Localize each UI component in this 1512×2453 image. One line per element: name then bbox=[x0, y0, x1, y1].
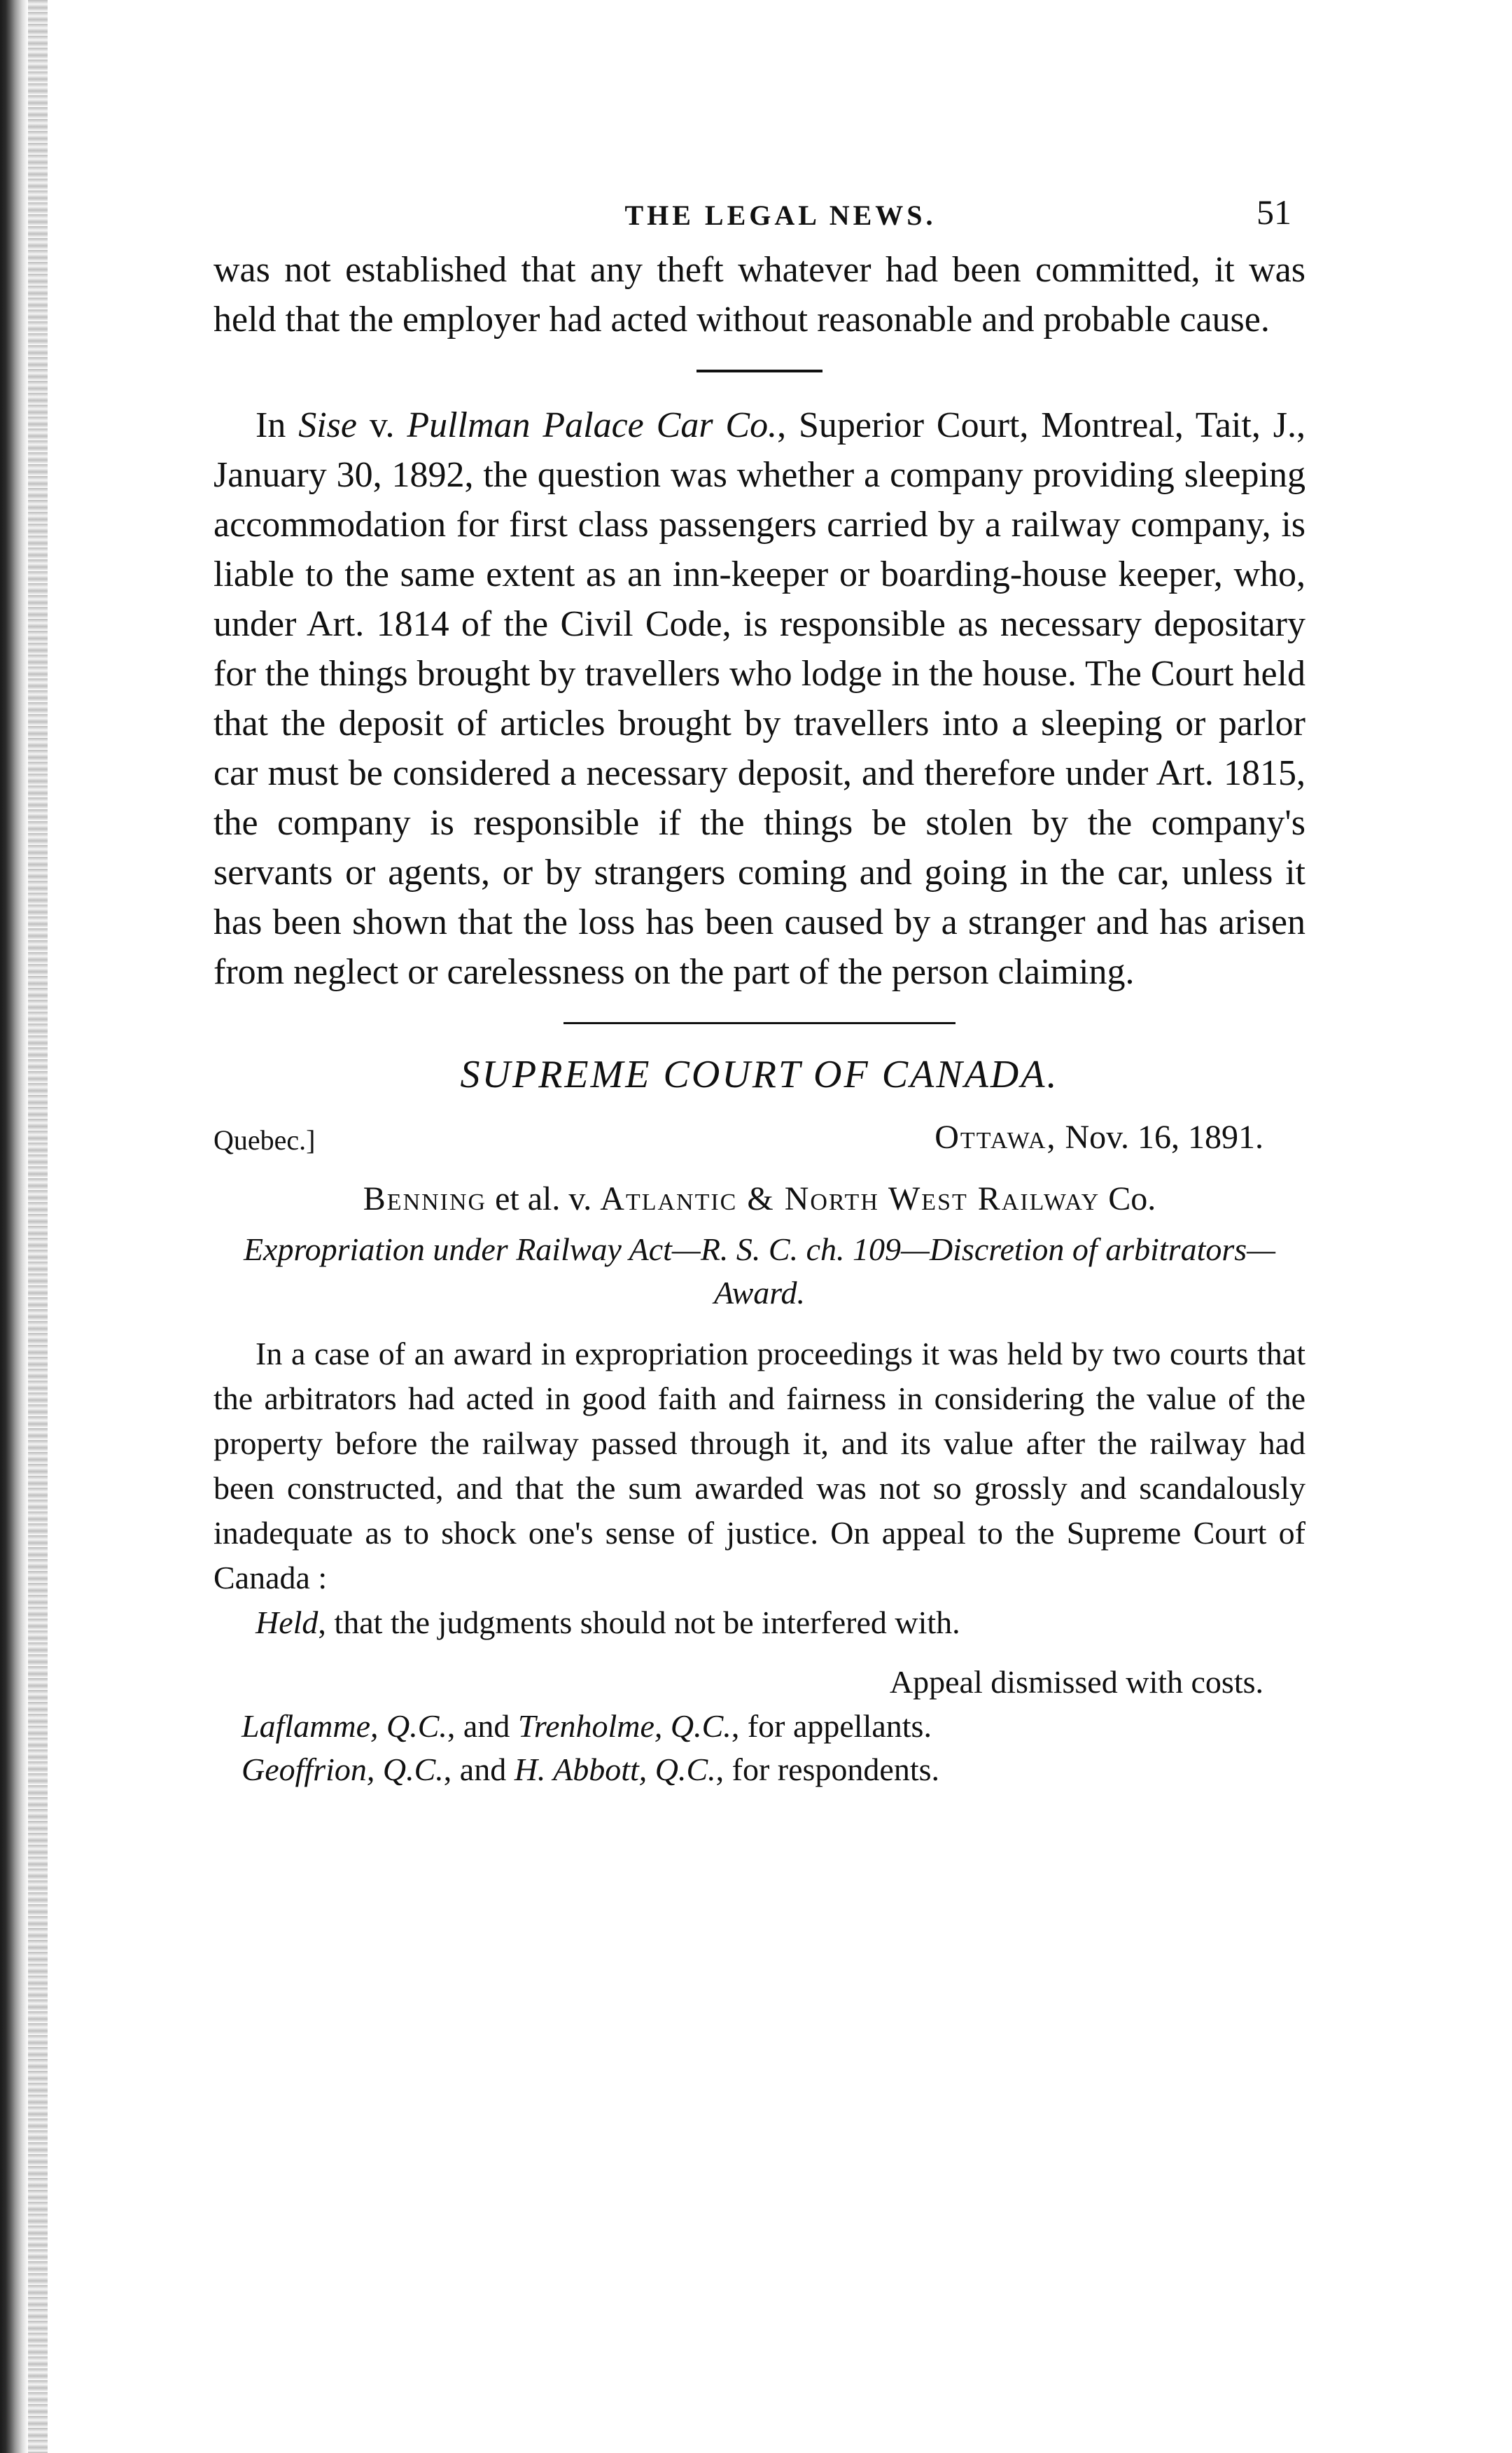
decision-date: Nov. 16, 1891. bbox=[1056, 1119, 1264, 1156]
venue-date bbox=[934, 1118, 1264, 1156]
counsel-role-appellants: , for appellants. bbox=[731, 1708, 932, 1744]
paragraph-body: , Superior Court, Montreal, Tait, J., January 30, 1892, the question was whether a company providing sleeping accommodation for first class passengers carried by a railway company, is liable to the same extent as an inn-keeper or boarding-house keeper, who, under Art. 1814 of the Civil Code, is responsible as necessary depositary for the things brought by travellers who lodge in the house. The Court held that the deposit of articles brought by travellers into a sleeping or parlor car must be considered a necessary deposit, and therefore under Art. 1815, the company is responsible if the things be stolen by the company's servants or agents, or by strangers coming and going in the car, unless it has been shown that the loss has been caused by a stranger and has arisen from neglect or carelessness on the part of the person claiming. bbox=[214, 405, 1306, 992]
paragraph-lead: In bbox=[255, 405, 299, 445]
counsel-laflamme: Laflamme, Q.C. bbox=[241, 1708, 447, 1744]
book-spine-shadow bbox=[0, 0, 28, 2453]
held-word: Held bbox=[255, 1605, 318, 1640]
case-party-pullman: Pullman Palace Car Co. bbox=[407, 405, 778, 445]
section-divider-short bbox=[696, 370, 822, 372]
court-heading: SUPREME COURT OF CANADA. bbox=[460, 1053, 1059, 1096]
counsel-geoffrion: Geoffrion, Q.C. bbox=[241, 1752, 444, 1787]
counsel-and: , and bbox=[447, 1708, 518, 1744]
holding-text: , that the judgments should not be interfered with. bbox=[318, 1605, 960, 1640]
venue-city: Ottawa, bbox=[934, 1119, 1057, 1156]
province-label: Quebec.] bbox=[214, 1124, 316, 1156]
page-content bbox=[214, 189, 1306, 1791]
counsel-respondents bbox=[241, 1748, 1306, 1791]
running-head bbox=[214, 189, 1306, 238]
party-railway: Atlantic & North West Railway bbox=[600, 1180, 1100, 1217]
paragraph-sise-case bbox=[214, 400, 1306, 997]
counsel-abbott: H. Abbott, Q.C. bbox=[514, 1752, 716, 1787]
page-number: 51 bbox=[1256, 193, 1292, 232]
counsel-trenholme: Trenholme, Q.C. bbox=[517, 1708, 732, 1744]
paragraph-continued: was not established that any theft whatever had been committed, it was held that the employer had acted without reasonable and probable cause. bbox=[214, 250, 1306, 340]
case-title bbox=[214, 1180, 1306, 1218]
counsel-appellants bbox=[241, 1705, 1306, 1748]
journal-title: THE LEGAL NEWS. bbox=[624, 200, 937, 231]
case-title-etal: et al. v. bbox=[486, 1180, 601, 1217]
headnote: Expropriation under Railway Act—R. S. C. ch. 109—Discretion of arbitrators—Award. bbox=[243, 1231, 1276, 1311]
case-title-co: Co. bbox=[1100, 1180, 1156, 1217]
page-edge-texture bbox=[28, 0, 48, 2453]
case-summary: In a case of an award in expropriation proceedings it was held by two courts that the arbitrators had acted in good faith and fairness in considering the value of the property before the railway passed through it, and its value after the railway had been constructed, and that the sum awarded was not so grossly and scandalously inadequate as to shock one's sense of justice. On appeal to the Supreme Court of Canada : bbox=[214, 1336, 1306, 1595]
section-divider-long bbox=[564, 1022, 955, 1024]
venue-line bbox=[214, 1114, 1306, 1163]
case-versus: v. bbox=[356, 405, 407, 445]
holding bbox=[214, 1600, 1306, 1645]
party-benning: Benning bbox=[363, 1180, 487, 1217]
case-party-sise: Sise bbox=[298, 405, 357, 445]
counsel-role-respondents: , for respondents. bbox=[715, 1752, 940, 1787]
counsel-and: , and bbox=[443, 1752, 514, 1787]
disposition: Appeal dismissed with costs. bbox=[889, 1664, 1264, 1700]
